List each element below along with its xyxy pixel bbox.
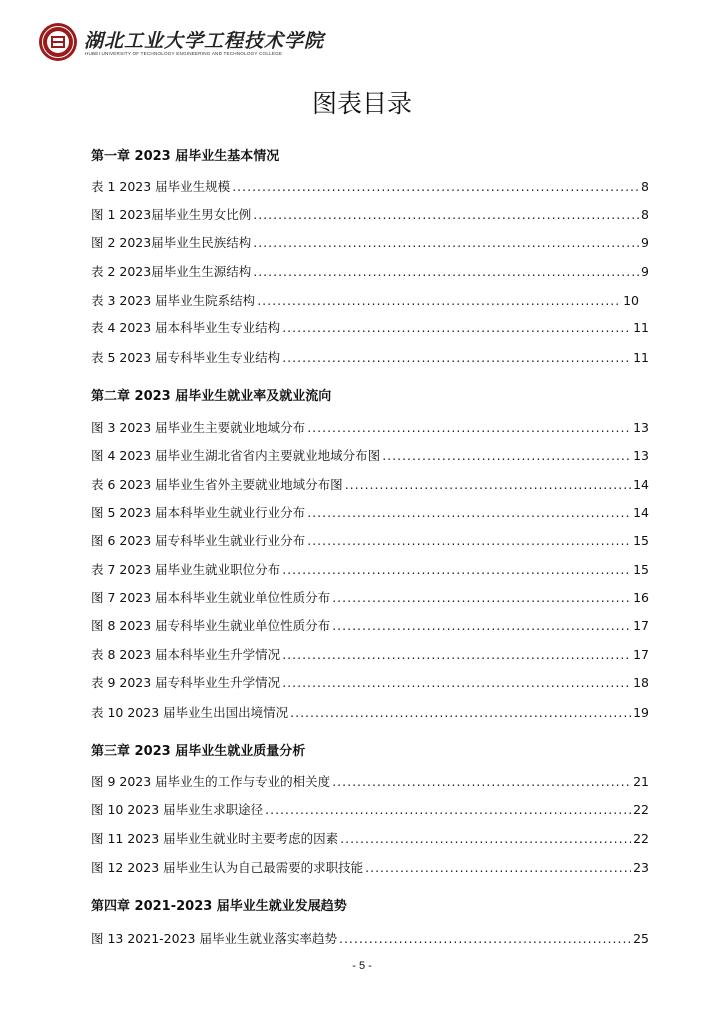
dot-leader bbox=[382, 448, 631, 463]
entry-label: 图 4 2023 届毕业生湖北省省内主要就业地域分布图 bbox=[91, 448, 381, 463]
toc-entry[interactable] bbox=[91, 703, 649, 721]
dot-leader bbox=[282, 647, 631, 662]
entry-label: 表 10 2023 届毕业生出国出境情况 bbox=[91, 705, 289, 720]
chapter-heading: 第一章 2023 届毕业生基本情况 bbox=[91, 149, 280, 164]
entry-label: 图 12 2023 届毕业生认为自己最需要的求职技能 bbox=[91, 860, 364, 875]
entry-label: 表 3 2023 届毕业生院系结构 bbox=[91, 293, 256, 308]
dot-leader bbox=[307, 533, 631, 548]
entry-label: 表 1 2023 届毕业生规模 bbox=[91, 179, 231, 194]
dot-leader bbox=[290, 705, 631, 720]
entry-page: 10 bbox=[623, 293, 639, 308]
entry-label: 表 7 2023 届毕业生就业职位分布 bbox=[91, 562, 281, 577]
entry-label: 图 1 2023届毕业生男女比例 bbox=[91, 207, 252, 222]
entry-page: 15 bbox=[633, 562, 649, 577]
school-name-english: HUBEI UNIVERSITY OF TECHNOLOGY ENGINEERING AND TECHNOLOGY COLLEGE bbox=[85, 51, 283, 56]
entry-page: 15 bbox=[633, 533, 649, 548]
entry-page: 8 bbox=[641, 207, 649, 222]
toc-entry[interactable] bbox=[91, 233, 649, 251]
entry-label: 图 6 2023 届专科毕业生就业行业分布 bbox=[91, 533, 306, 548]
entry-label: 图 10 2023 届毕业生求职途径 bbox=[91, 802, 264, 817]
toc-entry[interactable] bbox=[91, 772, 649, 790]
toc-entry[interactable] bbox=[91, 531, 649, 549]
dot-leader bbox=[282, 320, 631, 335]
toc-entry[interactable] bbox=[91, 929, 649, 947]
chapter-heading: 第四章 2021-2023 届毕业生就业发展趋势 bbox=[91, 899, 347, 914]
dot-leader bbox=[265, 802, 631, 817]
entry-label: 表 6 2023 届毕业生省外主要就业地域分布图 bbox=[91, 477, 343, 492]
entry-label: 表 4 2023 届本科毕业生专业结构 bbox=[91, 320, 281, 335]
dot-leader bbox=[332, 618, 631, 633]
dot-leader bbox=[253, 207, 639, 222]
entry-page: 18 bbox=[633, 675, 649, 690]
toc-entry[interactable] bbox=[91, 800, 649, 818]
dot-leader bbox=[345, 477, 631, 492]
school-seal-icon bbox=[38, 22, 78, 62]
entry-page: 23 bbox=[633, 860, 649, 875]
dot-leader bbox=[253, 264, 639, 279]
toc-entry[interactable] bbox=[91, 588, 649, 606]
entry-page: 22 bbox=[633, 831, 649, 846]
dot-leader bbox=[282, 675, 631, 690]
entry-page: 11 bbox=[633, 350, 649, 365]
entry-label: 图 11 2023 届毕业生就业时主要考虑的因素 bbox=[91, 831, 339, 846]
toc-entry[interactable] bbox=[91, 673, 649, 691]
page-number: - 5 - bbox=[352, 960, 372, 972]
entry-page: 9 bbox=[641, 235, 649, 250]
toc-entry[interactable] bbox=[91, 829, 649, 847]
toc-entry[interactable] bbox=[91, 503, 649, 521]
page-title: 图表目录 bbox=[311, 89, 412, 118]
toc-entry[interactable] bbox=[91, 446, 649, 464]
entry-page: 11 bbox=[633, 320, 649, 335]
dot-leader bbox=[332, 590, 631, 605]
entry-page: 19 bbox=[633, 705, 649, 720]
entry-label: 表 8 2023 届本科毕业生升学情况 bbox=[91, 647, 281, 662]
entry-label: 图 2 2023届毕业生民族结构 bbox=[91, 235, 252, 250]
chapter-heading: 第三章 2023 届毕业生就业质量分析 bbox=[91, 744, 306, 759]
dot-leader bbox=[282, 350, 631, 365]
entry-page: 21 bbox=[633, 774, 649, 789]
entry-page: 25 bbox=[633, 931, 649, 946]
toc-entry[interactable] bbox=[91, 475, 649, 493]
entry-page: 16 bbox=[633, 590, 649, 605]
toc-entry[interactable] bbox=[91, 616, 649, 634]
entry-label: 图 3 2023 届毕业生主要就业地域分布 bbox=[91, 420, 306, 435]
entry-page: 8 bbox=[641, 179, 649, 194]
entry-label: 表 2 2023届毕业生生源结构 bbox=[91, 264, 252, 279]
entry-label: 表 9 2023 届专科毕业生升学情况 bbox=[91, 675, 281, 690]
dot-leader bbox=[232, 179, 639, 194]
dot-leader bbox=[332, 774, 631, 789]
entry-page: 22 bbox=[633, 802, 649, 817]
entry-page: 13 bbox=[633, 420, 649, 435]
dot-leader bbox=[365, 860, 631, 875]
entry-page: 9 bbox=[641, 264, 649, 279]
toc-entry[interactable] bbox=[91, 318, 649, 336]
dot-leader bbox=[307, 505, 631, 520]
dot-leader bbox=[257, 293, 621, 308]
toc-entry[interactable] bbox=[91, 645, 649, 663]
entry-label: 图 9 2023 届毕业生的工作与专业的相关度 bbox=[91, 774, 331, 789]
entry-page: 13 bbox=[633, 448, 649, 463]
dot-leader bbox=[340, 831, 631, 846]
dot-leader bbox=[307, 420, 631, 435]
dot-leader bbox=[339, 931, 631, 946]
entry-label: 图 8 2023 届专科毕业生就业单位性质分布 bbox=[91, 618, 331, 633]
dot-leader bbox=[282, 562, 631, 577]
toc-entry[interactable] bbox=[91, 348, 649, 366]
toc-entry[interactable] bbox=[91, 858, 649, 876]
entry-label: 图 5 2023 届本科毕业生就业行业分布 bbox=[91, 505, 306, 520]
toc-entry[interactable] bbox=[91, 418, 649, 436]
dot-leader bbox=[253, 235, 639, 250]
entry-page: 14 bbox=[633, 477, 649, 492]
document-header bbox=[38, 22, 338, 64]
entry-label: 图 7 2023 届本科毕业生就业单位性质分布 bbox=[91, 590, 331, 605]
entry-page: 17 bbox=[633, 647, 649, 662]
entry-label: 图 13 2021-2023 届毕业生就业落实率趋势 bbox=[91, 931, 337, 946]
entry-page: 14 bbox=[633, 505, 649, 520]
toc-entry[interactable] bbox=[91, 205, 649, 223]
entry-page: 17 bbox=[633, 618, 649, 633]
toc-entry[interactable] bbox=[91, 291, 639, 309]
toc-entry[interactable] bbox=[91, 177, 649, 195]
chapter-heading: 第二章 2023 届毕业生就业率及就业流向 bbox=[91, 389, 332, 404]
toc-entry[interactable] bbox=[91, 560, 649, 578]
toc-entry[interactable] bbox=[91, 262, 649, 280]
entry-label: 表 5 2023 届专科毕业生专业结构 bbox=[91, 350, 281, 365]
school-name: 湖北工业大学工程技术学院 bbox=[84, 30, 325, 52]
